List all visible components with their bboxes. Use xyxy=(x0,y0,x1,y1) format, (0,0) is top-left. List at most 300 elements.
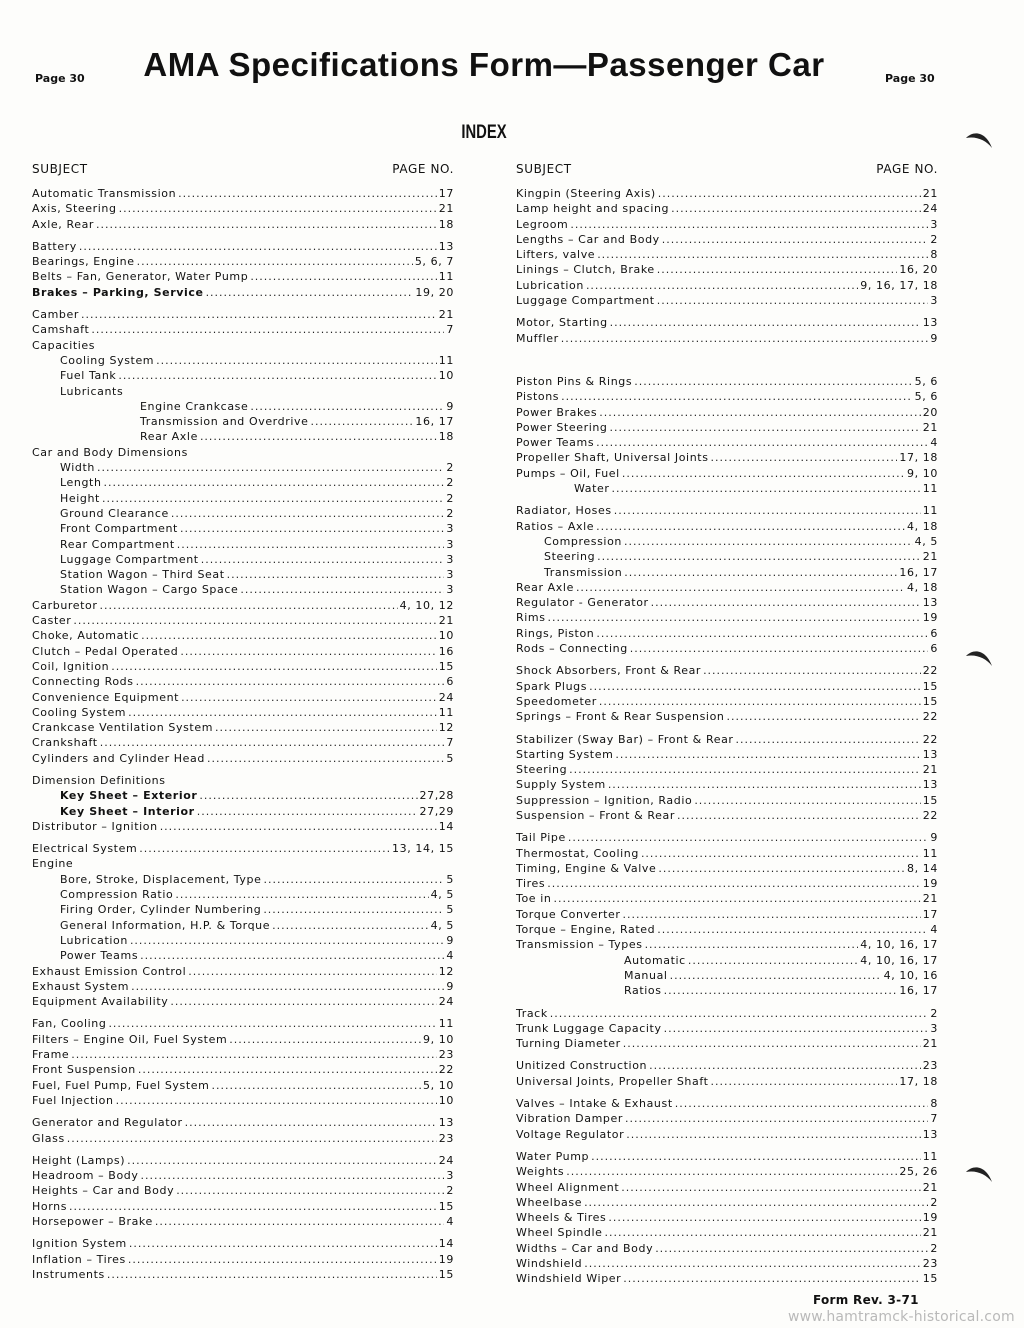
dot-leader xyxy=(240,582,444,597)
index-entry xyxy=(32,1252,454,1267)
dot-leader xyxy=(605,1225,921,1240)
entry-page-number: 22 xyxy=(922,664,938,678)
entry-page-number: 13 xyxy=(922,778,938,792)
entry-subject: Rear Axle xyxy=(140,430,198,444)
index-entry xyxy=(32,948,454,963)
entry-subject: Lamp height and spacing xyxy=(516,202,670,216)
index-entry xyxy=(516,793,938,808)
entry-subject: Fuel Injection xyxy=(32,1093,114,1107)
entry-subject: Steering xyxy=(544,550,596,564)
entry-subject: Legroom xyxy=(516,217,569,231)
index-entry xyxy=(32,1062,454,1077)
dot-leader xyxy=(569,762,921,777)
dot-leader xyxy=(263,902,444,917)
entry-page-number: 19 xyxy=(438,1252,454,1266)
index-entry xyxy=(516,747,938,762)
page-no-header: PAGE NO. xyxy=(392,162,454,176)
index-entry xyxy=(516,549,938,564)
entry-page-number: 22 xyxy=(922,808,938,822)
index-entry xyxy=(516,732,938,747)
entry-page-number: 5 xyxy=(446,751,454,765)
index-entry xyxy=(516,293,938,308)
entry-page-number: 16, 17 xyxy=(899,984,938,998)
entry-subject: Electrical System xyxy=(32,842,138,856)
dot-leader xyxy=(621,1180,921,1195)
index-entry xyxy=(32,1267,454,1282)
entry-subject: Instruments xyxy=(32,1267,105,1281)
index-entry xyxy=(516,217,938,232)
entry-page-number: 13 xyxy=(922,596,938,610)
entry-page-number: 21 xyxy=(438,308,454,322)
index-entry xyxy=(516,861,938,876)
entry-subject: Fan, Cooling xyxy=(32,1017,107,1031)
index-entry xyxy=(32,582,454,597)
dot-leader xyxy=(655,1241,928,1256)
index-entry xyxy=(516,186,938,201)
entry-page-number: 10 xyxy=(438,1093,454,1107)
dot-leader xyxy=(127,1153,437,1168)
entry-page-number: 9, 16, 17, 18 xyxy=(860,278,938,292)
entry-page-number: 7 xyxy=(930,1112,938,1126)
dot-leader xyxy=(688,953,858,968)
dot-leader xyxy=(250,399,444,414)
dot-leader xyxy=(625,1111,928,1126)
dot-leader xyxy=(160,819,437,834)
entry-page-number: 22 xyxy=(922,710,938,724)
dot-leader xyxy=(649,1058,921,1073)
entry-subject: Water Pump xyxy=(516,1149,590,1163)
index-entry xyxy=(32,537,454,552)
dot-leader xyxy=(626,1127,921,1142)
index-entry xyxy=(32,186,454,201)
dot-leader xyxy=(138,1062,437,1077)
index-entry xyxy=(32,506,454,521)
entry-page-number: 5, 6 xyxy=(914,374,938,388)
column-header xyxy=(516,162,938,182)
index-entry xyxy=(32,887,454,902)
entry-subject: Width xyxy=(60,461,95,475)
entry-page-number: 18 xyxy=(438,217,454,231)
entry-page-number: 16, 17 xyxy=(899,565,938,579)
dot-leader xyxy=(584,1256,921,1271)
entry-subject: General Information, H.P. & Torque xyxy=(60,918,271,932)
dot-leader xyxy=(111,659,437,674)
entry-page-number: 4 xyxy=(446,1215,454,1228)
entry-page-number: 19 xyxy=(922,1211,938,1225)
index-entry xyxy=(32,269,454,284)
entry-subject: Station Wagon – Cargo Space xyxy=(60,583,239,597)
entry-subject: Convenience Equipment xyxy=(32,690,180,704)
entry-subject: Supply System xyxy=(516,778,606,792)
entry-subject: Weights xyxy=(516,1165,565,1179)
entry-page-number: 2 xyxy=(446,476,454,490)
entry-page-number: 5 xyxy=(446,872,454,886)
dot-leader xyxy=(79,239,437,254)
entry-subject: Fuel Tank xyxy=(60,369,117,383)
dot-leader xyxy=(645,937,859,952)
index-entry xyxy=(32,567,454,582)
index-entry xyxy=(32,491,454,506)
index-entry xyxy=(516,968,938,983)
entry-subject: Suspension – Front & Rear xyxy=(516,808,675,822)
dot-leader xyxy=(67,1131,437,1146)
entry-page-number: 3 xyxy=(930,1021,938,1035)
index-entry xyxy=(516,565,938,580)
index-entry xyxy=(32,856,454,871)
dot-leader xyxy=(736,732,921,747)
index-entry xyxy=(32,598,454,613)
entry-page-number: 19 xyxy=(922,877,938,891)
dot-leader xyxy=(553,891,920,906)
dot-leader xyxy=(566,1164,897,1179)
entry-subject: Brakes – Parking, Service xyxy=(32,285,204,299)
index-entry xyxy=(516,262,938,277)
dot-leader xyxy=(108,1016,436,1031)
entry-subject: Muffler xyxy=(516,331,559,345)
dot-leader xyxy=(670,968,882,983)
entry-subject: Front Compartment xyxy=(60,522,178,536)
entry-page-number: 15 xyxy=(922,679,938,693)
entry-page-number: 15 xyxy=(438,1267,454,1281)
entry-page-number: 10 xyxy=(438,629,454,643)
dot-leader xyxy=(188,964,437,979)
entry-subject: Battery xyxy=(32,239,77,253)
entry-page-number: 6 xyxy=(446,675,454,689)
entry-page-number: 5 xyxy=(446,903,454,917)
entry-page-number: 8 xyxy=(930,248,938,262)
dot-leader xyxy=(176,1183,444,1198)
dot-leader xyxy=(664,983,898,998)
entry-subject: Horsepower – Brake xyxy=(32,1215,153,1228)
index-entry xyxy=(516,777,938,792)
index-entry xyxy=(516,580,938,595)
entry-page-number: 12 xyxy=(438,964,454,978)
entry-subject: Linings – Clutch, Brake xyxy=(516,263,655,277)
page-no-header: PAGE NO. xyxy=(876,162,938,176)
entry-page-number: 3 xyxy=(446,1169,454,1183)
entry-subject: Wheel Alignment xyxy=(516,1180,620,1194)
dot-leader xyxy=(227,567,445,582)
index-entry xyxy=(516,762,938,777)
entry-subject: Turning Diameter xyxy=(516,1037,621,1051)
entry-subject: Automatic Transmission xyxy=(32,187,177,200)
entry-subject: Water xyxy=(574,482,610,496)
entry-page-number: 2 xyxy=(930,1195,938,1209)
dot-leader xyxy=(608,1210,920,1225)
entry-page-number: 22 xyxy=(922,732,938,746)
index-entry xyxy=(516,405,938,420)
entry-subject: Equipment Availability xyxy=(32,995,169,1009)
entry-subject: Compression Ratio xyxy=(60,888,174,902)
entry-subject: Filters – Engine Oil, Fuel System xyxy=(32,1032,228,1046)
dot-leader xyxy=(634,374,912,389)
index-entry xyxy=(32,217,454,232)
index-entry xyxy=(516,907,938,922)
index-entry xyxy=(516,846,938,861)
index-entry xyxy=(516,937,938,952)
index-entry xyxy=(32,445,454,460)
entry-page-number: 9, 10 xyxy=(907,466,938,480)
entry-page-number: 17, 18 xyxy=(899,451,938,465)
entry-page-number: 17 xyxy=(438,187,454,200)
dot-leader xyxy=(623,1036,921,1051)
entry-subject: Thermostat, Cooling xyxy=(516,846,639,860)
form-revision: Form Rev. 3-71 xyxy=(813,1293,919,1307)
entry-page-number: 24 xyxy=(438,995,454,1009)
entry-page-number: 16, 17 xyxy=(415,415,454,429)
dot-leader xyxy=(119,201,437,216)
entry-subject: Manual xyxy=(624,968,668,982)
subject-header: SUBJECT xyxy=(32,162,88,176)
entry-page-number: 3 xyxy=(446,583,454,597)
entry-page-number: 13 xyxy=(438,239,454,253)
entry-subject: Lubrication xyxy=(516,278,584,292)
entry-subject: Horns xyxy=(32,1199,68,1213)
entry-page-number: 2 xyxy=(930,1241,938,1255)
entry-subject: Key Sheet – Exterior xyxy=(60,789,198,803)
index-entry xyxy=(32,1115,454,1130)
entry-page-number: 11 xyxy=(438,353,454,367)
entry-page-number: 9 xyxy=(446,933,454,947)
entry-page-number: 2 xyxy=(446,461,454,475)
entry-page-number: 23 xyxy=(438,1048,454,1062)
entry-subject: Compression xyxy=(544,534,622,548)
index-entry xyxy=(516,1225,938,1240)
entry-page-number: 3 xyxy=(446,552,454,566)
entry-subject: Timing, Engine & Valve xyxy=(516,861,657,875)
entry-subject: Rear Compartment xyxy=(60,537,175,551)
entry-subject: Power Brakes xyxy=(516,405,598,419)
entry-page-number: 15 xyxy=(922,1272,938,1286)
entry-page-number: 3 xyxy=(446,568,454,582)
entry-page-number: 21 xyxy=(922,1180,938,1194)
index-entry xyxy=(32,735,454,750)
index-entry xyxy=(32,964,454,979)
index-entry xyxy=(32,353,454,368)
index-entry xyxy=(516,389,938,404)
dot-leader xyxy=(96,217,437,232)
index-entry xyxy=(516,1180,938,1195)
index-entry xyxy=(32,1183,454,1198)
index-entry xyxy=(32,933,454,948)
entry-subject: Ground Clearance xyxy=(60,506,169,520)
dot-leader xyxy=(623,907,921,922)
index-entry xyxy=(32,384,454,399)
dot-leader xyxy=(155,1214,445,1229)
entry-subject: Luggage Compartment xyxy=(60,552,199,566)
dot-leader xyxy=(207,751,444,766)
entry-subject: Steering xyxy=(516,763,568,777)
dot-leader xyxy=(622,466,905,481)
entry-subject: Front Suspension xyxy=(32,1063,136,1077)
dot-leader xyxy=(130,933,444,948)
dot-leader xyxy=(612,481,921,496)
entry-subject: Clutch – Pedal Operated xyxy=(32,644,179,658)
dot-leader xyxy=(608,777,921,792)
index-entry xyxy=(32,399,454,414)
entry-subject: Rims xyxy=(516,611,546,625)
entry-page-number: 9, 10 xyxy=(423,1032,454,1046)
entry-page-number: 13 xyxy=(922,1127,938,1141)
entry-page-number: 4 xyxy=(446,949,454,963)
index-entry xyxy=(32,521,454,536)
entry-subject: Voltage Regulator xyxy=(516,1127,625,1141)
entry-subject: Widths – Car and Body xyxy=(516,1241,654,1255)
dot-leader xyxy=(263,872,444,887)
dot-leader xyxy=(561,331,929,346)
index-entry xyxy=(516,481,938,496)
entry-page-number: 15 xyxy=(922,793,938,807)
entry-page-number: 24 xyxy=(922,202,938,216)
entry-page-number: 15 xyxy=(438,659,454,673)
index-entry xyxy=(516,331,938,346)
entry-subject: Windshield xyxy=(516,1257,583,1270)
index-entry xyxy=(516,830,938,845)
entry-page-number: 13 xyxy=(922,747,938,761)
entry-page-number: 22 xyxy=(438,1063,454,1077)
entry-page-number: 21 xyxy=(922,1037,938,1051)
entry-page-number: 8 xyxy=(930,1097,938,1111)
index-entry xyxy=(32,613,454,628)
dot-leader xyxy=(711,1074,898,1089)
index-entry xyxy=(32,460,454,475)
index-entry xyxy=(32,1047,454,1062)
entry-subject: Stabilizer (Sway Bar) – Front & Rear xyxy=(516,732,734,746)
entry-subject: Lubrication xyxy=(60,933,128,947)
entry-subject: Caster xyxy=(32,614,72,628)
entry-page-number: 3 xyxy=(930,294,938,308)
binder-hole-mark xyxy=(964,1162,994,1188)
dot-leader xyxy=(550,1006,929,1021)
entry-page-number: 20 xyxy=(922,405,938,419)
entry-page-number: 5, 6 xyxy=(914,390,938,404)
entry-subject: Car and Body Dimensions xyxy=(32,445,188,459)
dot-leader xyxy=(139,841,390,856)
entry-page-number: 4, 10, 16, 17 xyxy=(860,953,938,967)
dot-leader xyxy=(657,262,898,277)
subject-header: SUBJECT xyxy=(516,162,572,176)
entry-page-number: 23 xyxy=(922,1059,938,1073)
index-entry xyxy=(32,918,454,933)
dot-leader xyxy=(584,1195,928,1210)
entry-page-number: 17, 18 xyxy=(899,1074,938,1088)
entry-subject: Height xyxy=(60,491,100,505)
dot-leader xyxy=(118,368,436,383)
index-entry xyxy=(516,610,938,625)
entry-subject: Automatic xyxy=(624,953,686,967)
entry-subject: Crankshaft xyxy=(32,736,98,750)
index-entry xyxy=(32,254,454,269)
dot-leader xyxy=(657,293,929,308)
entry-page-number: 8, 14 xyxy=(907,861,938,875)
index-entry xyxy=(32,819,454,834)
entry-page-number: 12 xyxy=(438,721,454,735)
entry-page-number: 2 xyxy=(930,232,938,246)
index-entry xyxy=(32,368,454,383)
dot-leader xyxy=(170,994,436,1009)
dot-leader xyxy=(71,1047,437,1062)
dot-leader xyxy=(140,948,444,963)
entry-subject: Camber xyxy=(32,308,80,322)
index-entry xyxy=(516,374,938,389)
entry-subject: Toe in xyxy=(516,892,552,906)
dot-leader xyxy=(677,808,921,823)
watermark: www.hamtramck-historical.com xyxy=(788,1309,1015,1325)
index-entry xyxy=(32,429,454,444)
index-entry xyxy=(32,788,454,803)
entry-subject: Wheelbase xyxy=(516,1195,583,1209)
entry-subject: Cooling System xyxy=(32,705,127,719)
index-entry xyxy=(32,644,454,659)
dot-leader xyxy=(250,269,436,284)
entry-subject: Engine xyxy=(32,857,74,871)
entry-subject: Transmission xyxy=(544,565,623,579)
entry-subject: Motor, Starting xyxy=(516,316,608,330)
entry-subject: Torque – Engine, Rated xyxy=(516,923,656,937)
index-column-right xyxy=(516,162,938,1287)
entry-subject: Axle, Rear xyxy=(32,217,95,231)
dot-leader xyxy=(102,491,444,506)
entry-subject: Coil, Ignition xyxy=(32,659,110,673)
entry-subject: Cylinders and Cylinder Head xyxy=(32,751,205,765)
index-entry xyxy=(516,679,938,694)
index-entry xyxy=(516,641,938,656)
index-entry xyxy=(32,239,454,254)
dot-leader xyxy=(623,1271,921,1286)
entry-subject: Exhaust System xyxy=(32,979,130,993)
dot-leader xyxy=(211,1078,421,1093)
entry-subject: Kingpin (Steering Axis) xyxy=(516,187,656,200)
index-entry xyxy=(32,804,454,819)
entry-subject: Windshield Wiper xyxy=(516,1272,622,1286)
entry-page-number: 21 xyxy=(922,187,938,200)
dot-leader xyxy=(140,1168,444,1183)
entry-subject: Generator and Regulator xyxy=(32,1116,183,1130)
entry-subject: Wheels & Tires xyxy=(516,1211,607,1225)
entry-page-number: 10 xyxy=(438,369,454,383)
dot-leader xyxy=(568,830,929,845)
entry-subject: Track xyxy=(516,1006,548,1020)
entry-page-number: 9 xyxy=(930,831,938,845)
dot-leader xyxy=(561,389,912,404)
dot-leader xyxy=(229,1032,421,1047)
index-entry xyxy=(516,1006,938,1021)
index-entry xyxy=(516,435,938,450)
index-entry xyxy=(516,709,938,724)
entry-subject: Choke, Automatic xyxy=(32,629,140,643)
entry-subject: Spark Plugs xyxy=(516,679,588,693)
dot-leader xyxy=(116,1093,437,1108)
entry-subject: Torque Converter xyxy=(516,907,621,921)
index-entry xyxy=(32,705,454,720)
dot-leader xyxy=(156,353,437,368)
index-entry xyxy=(516,1111,938,1126)
index-entry xyxy=(32,1016,454,1031)
dot-leader xyxy=(128,705,437,720)
index-entry xyxy=(32,1236,454,1251)
index-entry xyxy=(516,232,938,247)
index-entry xyxy=(516,1096,938,1111)
index-entry xyxy=(516,891,938,906)
dot-leader xyxy=(180,521,444,536)
entry-page-number: 4, 5 xyxy=(430,918,454,932)
dot-leader xyxy=(200,429,437,444)
dot-leader xyxy=(624,534,913,549)
entry-subject: Capacities xyxy=(32,338,96,352)
dot-leader xyxy=(596,626,928,641)
dot-leader xyxy=(576,580,905,595)
entry-page-number: 21 xyxy=(922,763,938,777)
